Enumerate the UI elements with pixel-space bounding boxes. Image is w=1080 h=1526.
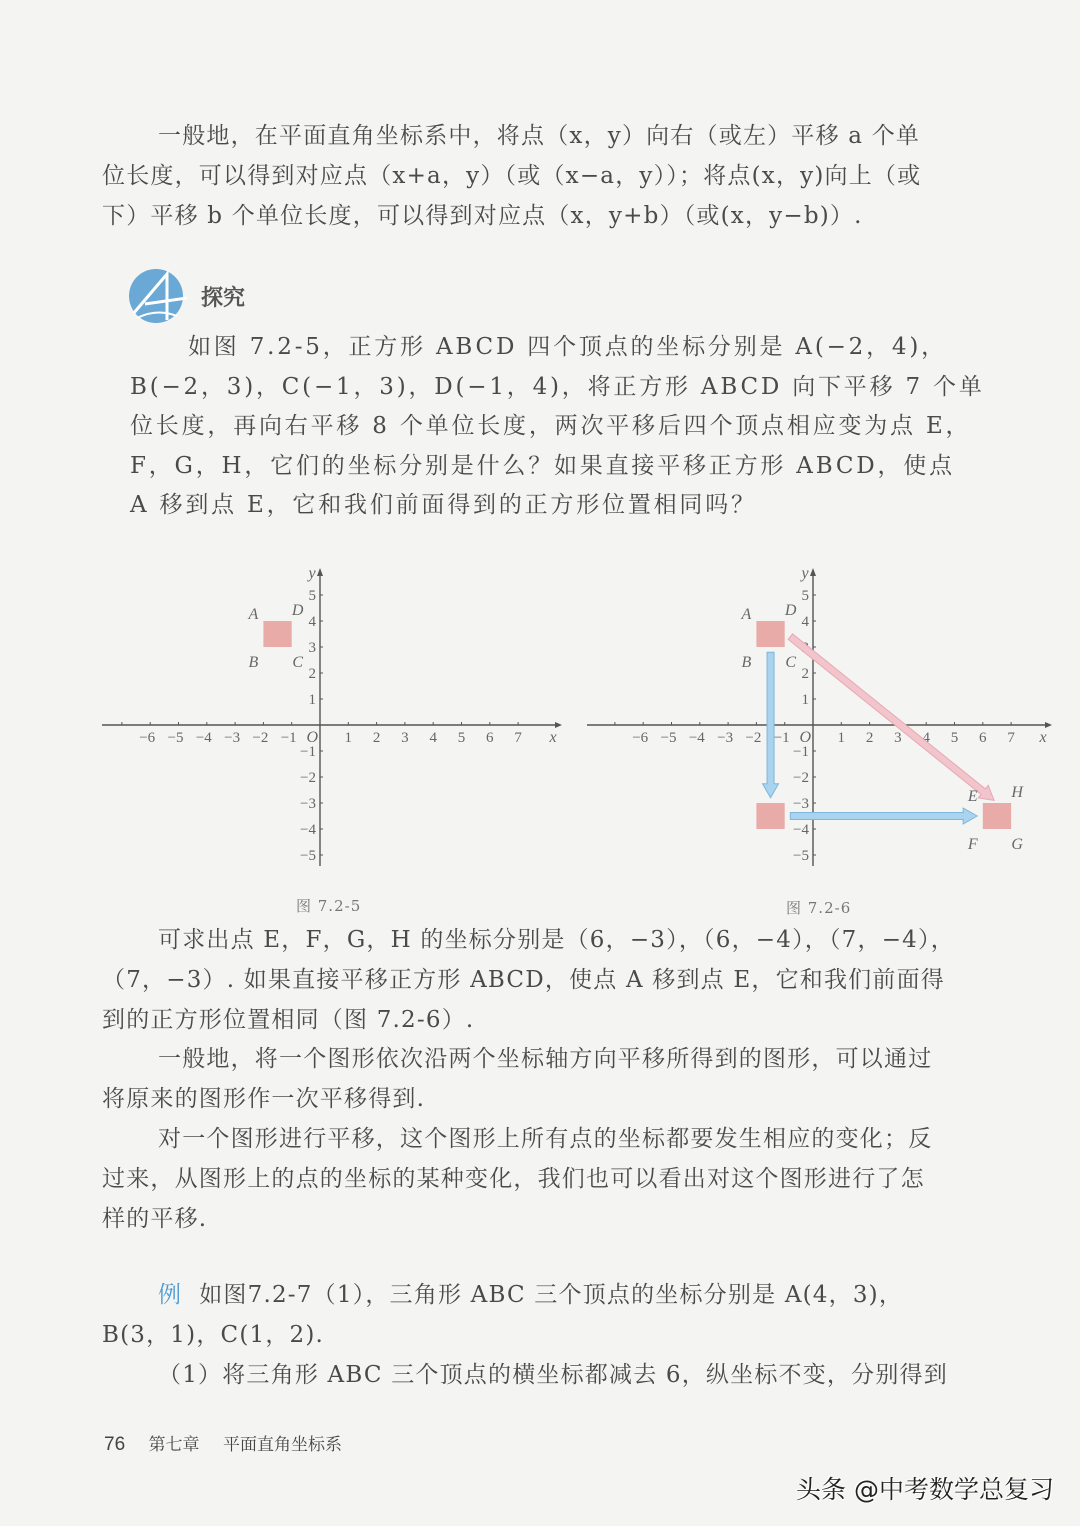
reverse-line: 样的平移. — [102, 1206, 208, 1232]
square-shape — [756, 803, 784, 829]
tick-label: 1 — [837, 730, 846, 746]
tick-label: −1 — [773, 730, 790, 746]
tick-label: 1 — [308, 692, 316, 708]
tick-label: −5 — [167, 730, 184, 746]
chapter-title: 平面直角坐标系 — [222, 1435, 342, 1455]
reverse-line: 对一个图形进行平移，这个图形上所有点的坐标都要发生相应的变化；反 — [158, 1126, 933, 1152]
square-shape — [983, 803, 1011, 829]
coordinate-plane-1 — [100, 560, 570, 880]
watermark: 头条 @中考数学总复习 — [796, 1475, 1054, 1504]
answer-line: 可求出点 E，F，G，H 的坐标分别是（6，−3），（6，−4），（7，−4）， — [158, 927, 955, 953]
tick-label: 2 — [865, 730, 874, 746]
vertex-label: C — [292, 654, 304, 671]
tick-label: 4 — [429, 730, 437, 746]
figure-caption: 图 7.2-6 — [786, 899, 852, 917]
figure-7-2-5 — [100, 560, 570, 884]
tick-label: −2 — [793, 770, 809, 786]
example-paragraph — [102, 1275, 1057, 1395]
origin-label: O — [306, 729, 318, 746]
tick-label: −4 — [300, 822, 316, 838]
vertex-label: E — [967, 788, 978, 805]
chapter-label: 第七章 — [148, 1435, 200, 1455]
example-line: B(3，1)，C(1，2). — [102, 1322, 325, 1348]
coordinate-plane-2 — [585, 560, 1060, 880]
tick-label: −4 — [195, 730, 212, 746]
tick-label: −3 — [793, 796, 809, 812]
translation-arrow — [790, 808, 977, 824]
x-axis-label: x — [1039, 729, 1047, 746]
tick-label: −1 — [280, 730, 297, 746]
tick-label: −2 — [300, 770, 316, 786]
tick-label: −6 — [632, 730, 649, 746]
y-axis-label: y — [308, 565, 316, 582]
vertex-label: F — [967, 836, 978, 853]
answer-paragraph — [102, 920, 1057, 1040]
tick-label: −3 — [300, 796, 316, 812]
intro-line: 下）平移 b 个单位长度，可以得到对应点（x，y+b）（或(x，y−b)）. — [102, 203, 863, 229]
tick-label: 7 — [1007, 730, 1015, 746]
example-tag: 例 — [158, 1282, 183, 1308]
page-number: 76 — [104, 1434, 126, 1455]
tick-label: 3 — [894, 730, 902, 746]
translation-arrow — [788, 634, 994, 801]
intro-line: 位长度，可以得到对应点（x+a，y）（或（x−a，y））；将点(x，y)向上（或 — [102, 163, 922, 189]
explore-line: 位长度，再向右平移 8 个单位长度，两次平移后四个顶点相应变为点 E， — [130, 413, 972, 439]
tick-label: −3 — [224, 730, 241, 746]
general-line: 将原来的图形作一次平移得到. — [102, 1086, 426, 1112]
general-paragraph — [102, 1039, 1057, 1119]
figure-caption: 图 7.2-5 — [296, 897, 362, 915]
general-line: 一般地，将一个图形依次沿两个坐标轴方向平移所得到的图形，可以通过 — [158, 1046, 933, 1072]
section-title: 探究 — [201, 285, 246, 311]
tick-label: 4 — [801, 614, 809, 630]
explore-letter-a-icon — [127, 268, 187, 324]
tick-label: 6 — [979, 730, 987, 746]
example-text: 如图7.2-7（1），三角形 ABC 三个顶点的坐标分别是 A(4，3)， — [199, 1282, 904, 1308]
vertex-label: D — [291, 602, 304, 619]
square-shape — [756, 621, 784, 647]
example-line: （1）将三角形 ABC 三个顶点的横坐标都减去 6，纵坐标不变，分别得到 — [158, 1362, 948, 1388]
tick-label: −2 — [252, 730, 269, 746]
origin-label: O — [799, 729, 811, 746]
tick-label: 1 — [344, 730, 353, 746]
vertex-label: C — [785, 654, 797, 671]
explore-paragraph — [130, 328, 1030, 526]
tick-label: −6 — [139, 730, 156, 746]
square-shape — [263, 621, 291, 647]
explore-line: 如图 7.2-5，正方形 ABCD 四个顶点的坐标分别是 A(−2，4)， — [188, 334, 947, 360]
vertex-label: A — [741, 606, 752, 623]
explore-line: A 移到点 E，它和我们前面得到的正方形位置相同吗？ — [130, 492, 757, 518]
vertex-label: D — [784, 602, 797, 619]
x-axis-label: x — [549, 729, 557, 746]
vertex-label: H — [1011, 784, 1023, 801]
tick-label: −1 — [793, 744, 809, 760]
tick-label: 2 — [801, 666, 809, 682]
tick-label: 7 — [514, 730, 522, 746]
tick-label: 5 — [308, 588, 316, 604]
tick-label: 5 — [457, 730, 466, 746]
vertex-label: B — [248, 654, 259, 671]
intro-line: 一般地，在平面直角坐标系中，将点（x，y）向右（或左）平移 a 个单 — [158, 123, 921, 149]
tick-label: −4 — [793, 822, 809, 838]
tick-label: −5 — [300, 848, 316, 864]
tick-label: 3 — [401, 730, 409, 746]
figure-7-2-6 — [585, 560, 1060, 884]
tick-label: 5 — [950, 730, 959, 746]
vertex-label: G — [1011, 836, 1023, 853]
reverse-line: 过来，从图形上的点的坐标的某种变化，我们也可以看出对这个图形进行了怎 — [102, 1166, 925, 1192]
tick-label: 4 — [922, 730, 930, 746]
intro-paragraph — [102, 116, 1057, 236]
tick-label: −1 — [300, 744, 316, 760]
example-line — [102, 1275, 1057, 1315]
tick-label: −4 — [688, 730, 705, 746]
tick-label: −5 — [793, 848, 809, 864]
reverse-paragraph — [102, 1119, 1057, 1239]
answer-line: （7，−3）. 如果直接平移正方形 ABCD，使点 A 移到点 E，它和我们前面得 — [102, 967, 945, 993]
tick-label: −2 — [745, 730, 762, 746]
tick-label: −5 — [660, 730, 677, 746]
tick-label: 3 — [308, 640, 316, 656]
tick-label: 2 — [372, 730, 381, 746]
explore-line: B(−2，3)，C(−1，3)，D(−1，4)，将正方形 ABCD 向下平移 7 个单 — [130, 373, 985, 400]
vertex-label: B — [741, 654, 752, 671]
y-axis-label: y — [801, 565, 809, 582]
explore-line: F，G，H，它们的坐标分别是什么？如果直接平移正方形 ABCD，使点 — [130, 452, 955, 479]
answer-line: 到的正方形位置相同（图 7.2-6）. — [102, 1007, 475, 1033]
tick-label: 4 — [308, 614, 316, 630]
tick-label: 6 — [486, 730, 494, 746]
tick-label: 5 — [801, 588, 809, 604]
tick-label: 1 — [801, 692, 809, 708]
vertex-label: A — [248, 606, 259, 623]
tick-label: −3 — [717, 730, 734, 746]
page-footer — [104, 1430, 360, 1456]
section-header — [127, 268, 245, 324]
tick-label: 2 — [308, 666, 316, 682]
